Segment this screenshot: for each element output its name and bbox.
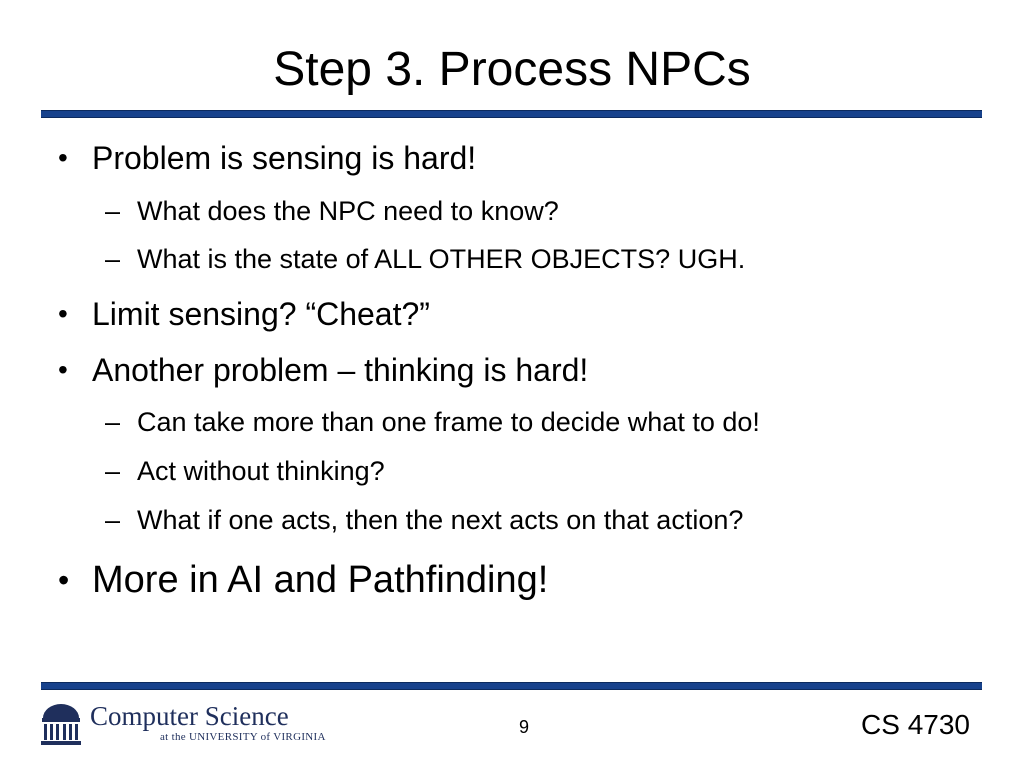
dash-marker: – xyxy=(105,505,121,535)
dash-marker: – xyxy=(105,456,121,486)
bullet-text: Limit sensing? “Cheat?” xyxy=(92,296,430,332)
uva-cs-logo xyxy=(40,701,326,748)
bullet-item xyxy=(58,557,549,603)
sub-bullet-text: What does the NPC need to know? xyxy=(137,196,559,226)
bullet-text: Another problem – thinking is hard! xyxy=(92,352,589,388)
bullet-marker: • xyxy=(58,142,68,173)
bullet-marker: • xyxy=(58,298,68,329)
bullet-item xyxy=(58,350,589,390)
bullet-item xyxy=(58,294,430,334)
sub-bullet-text: Can take more than one frame to decide what to do! xyxy=(137,407,760,437)
footer-divider xyxy=(41,682,982,690)
sub-bullet-item xyxy=(105,194,559,228)
logo-subtitle: at the UNIVERSITY of VIRGINIA xyxy=(160,731,326,743)
course-code: CS 4730 xyxy=(861,709,970,740)
dash-marker: – xyxy=(105,407,121,437)
sub-bullet-item xyxy=(105,405,760,439)
sub-bullet-text: What is the state of ALL OTHER OBJECTS? UGH. xyxy=(137,244,746,274)
bullet-text: Problem is sensing is hard! xyxy=(92,140,477,176)
sub-bullet-item xyxy=(105,503,744,537)
sub-bullet-text: Act without thinking? xyxy=(137,456,385,486)
rotunda-icon xyxy=(40,702,82,746)
sub-bullet-item xyxy=(105,454,385,488)
bullet-marker: • xyxy=(58,354,68,385)
dash-marker: – xyxy=(105,244,121,274)
page-number: 9 xyxy=(518,717,529,737)
bullet-text: More in AI and Pathfinding! xyxy=(92,559,549,601)
sub-bullet-text: What if one acts, then the next acts on that action? xyxy=(137,505,744,535)
bullet-marker: • xyxy=(58,562,70,598)
slide-title: Step 3. Process NPCs xyxy=(273,43,751,96)
bullet-item xyxy=(58,138,477,178)
dash-marker: – xyxy=(105,196,121,226)
sub-bullet-item xyxy=(105,242,746,276)
logo-title: Computer Science xyxy=(90,701,289,731)
